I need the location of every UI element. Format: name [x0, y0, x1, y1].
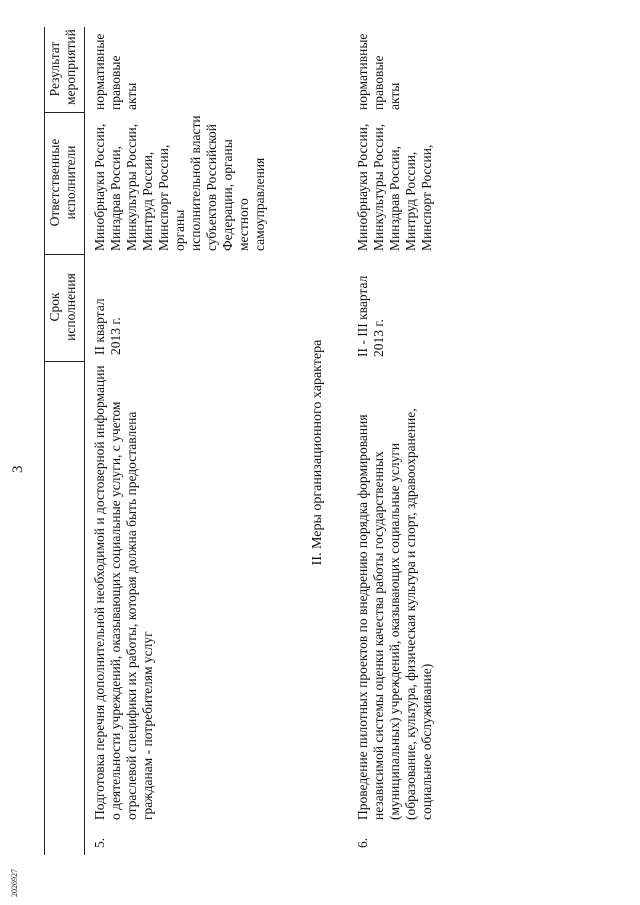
- row-6-executors: Минобрнауки России, Минкультуры России, Минздрав России, Минтруд России, Минспорт России,: [355, 123, 434, 251]
- row-6-measure: Проведение пилотных проектов по внедрению порядка формирования независимой системы оценки качества работы государственных (муниципальных) учреждений, оказывающих социальные услуги (образование, культура, физическая культура и спорт, здравоохранение, социальное обслуживание): [355, 408, 434, 820]
- document-code: 2026927: [10, 869, 19, 897]
- header-top-rule: [44, 27, 45, 855]
- header-deadline: Срок исполнения: [47, 273, 78, 341]
- row-6-number: 6.: [355, 837, 370, 848]
- header-executors: Ответственные исполнители: [47, 138, 78, 227]
- col-divider-1: [44, 361, 84, 362]
- col-divider-2: [44, 254, 84, 255]
- section-title: II. Меры организационного характера: [310, 339, 325, 566]
- row-5-measure: Подготовка перечня дополнительной необходимой и достоверной информации о деятельности учреждений, оказывающих социальные услуги, с учетом отраслевой специфики их работы, которая должна быть предоставлена гражданам - потребителям услуг: [92, 365, 155, 820]
- page-number: 3: [10, 465, 26, 473]
- header-bottom-rule: [84, 27, 85, 855]
- row-6-deadline: II - III квартал 2013 г.: [355, 275, 386, 357]
- row-5-result: нормативные правовые акты: [92, 33, 139, 110]
- row-5-deadline: II квартал 2013 г.: [92, 298, 123, 355]
- row-6-result: нормативные правовые акты: [355, 33, 402, 110]
- row-5-executors: Минобрнауки России, Минздрав России, Минкультуры России, Минтруд России, Минспорт России, органы исполнительной власти субъектов Российской Федерации, органы местного самоуправления: [92, 115, 267, 251]
- row-5-number: 5.: [92, 837, 107, 848]
- header-result: Результат мероприятий: [47, 29, 78, 105]
- col-divider-3: [44, 112, 84, 113]
